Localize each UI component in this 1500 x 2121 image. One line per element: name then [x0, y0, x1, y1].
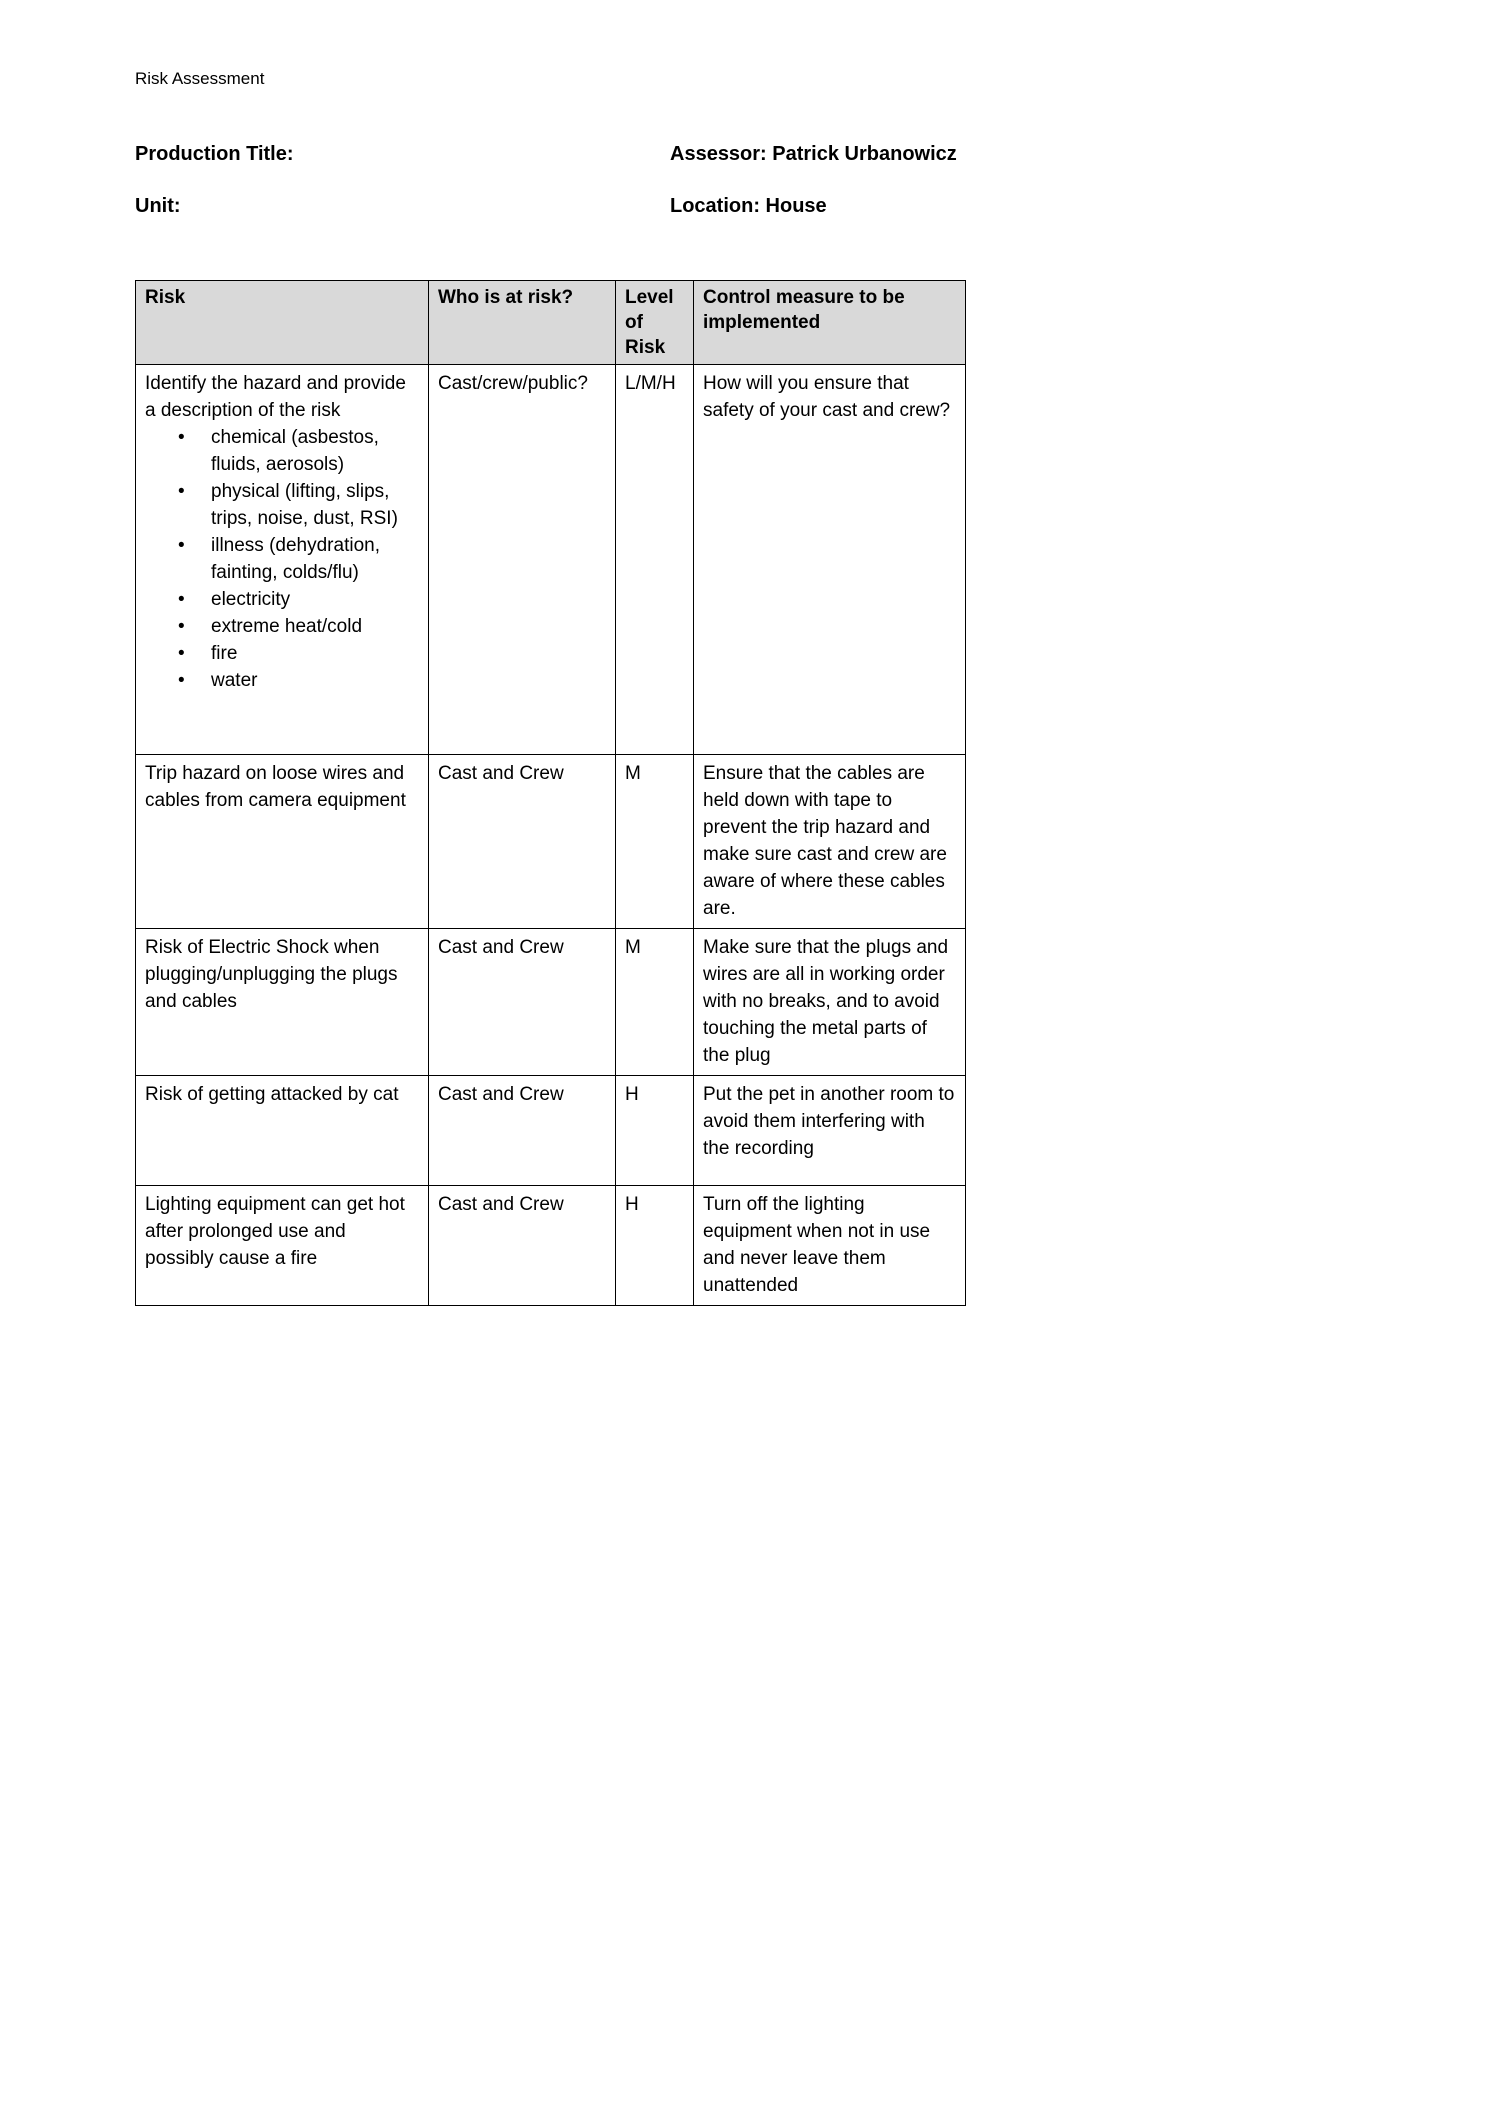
- control-cell: Ensure that the cables are held down with tape to prevent the trip hazard and make sure cast and crew are aware of where these cables are.: [694, 755, 966, 929]
- control-cell: Put the pet in another room to avoid them interfering with the recording: [694, 1076, 966, 1186]
- bullet-item: • water: [145, 667, 419, 694]
- who-cell: Cast and Crew: [429, 929, 616, 1076]
- who-cell: Cast and Crew: [429, 1186, 616, 1306]
- risk-cell: [136, 365, 429, 755]
- level-cell: M: [616, 755, 694, 929]
- table-row: [136, 929, 966, 1076]
- header-risk: Risk: [136, 281, 429, 365]
- who-cell: Cast and Crew: [429, 1076, 616, 1186]
- risk-bullet-list: [145, 424, 419, 694]
- level-cell: M: [616, 929, 694, 1076]
- table-row: [136, 755, 966, 929]
- risk-cell: Trip hazard on loose wires and cables from camera equipment: [136, 755, 429, 929]
- level-cell: L/M/H: [616, 365, 694, 755]
- bullet-item: • illness (dehydration, fainting, colds/flu): [145, 532, 419, 586]
- control-cell: Turn off the lighting equipment when not in use and never leave them unattended: [694, 1186, 966, 1306]
- control-cell: Make sure that the plugs and wires are all in working order with no breaks, and to avoid touching the metal parts of the plug: [694, 929, 966, 1076]
- bullet-item: • electricity: [145, 586, 419, 613]
- risk-intro-text: Identify the hazard and provide a description of the risk: [145, 373, 406, 421]
- unit-label: Unit:: [135, 195, 181, 217]
- table-row: [136, 1076, 966, 1186]
- risk-cell: Lighting equipment can get hot after prolonged use and possibly cause a fire: [136, 1186, 429, 1306]
- bullet-item: • extreme heat/cold: [145, 613, 419, 640]
- who-cell: Cast/crew/public?: [429, 365, 616, 755]
- risk-cell: Risk of Electric Shock when plugging/unplugging the plugs and cables: [136, 929, 429, 1076]
- location-label: Location: House: [670, 195, 827, 217]
- meta-row-2: [135, 192, 1365, 220]
- bullet-item: • chemical (asbestos, fluids, aerosols): [145, 424, 419, 478]
- bullet-item: • fire: [145, 640, 419, 667]
- header-who: Who is at risk?: [429, 281, 616, 365]
- risk-cell: Risk of getting attacked by cat: [136, 1076, 429, 1186]
- header-control: Control measure to be implemented: [694, 281, 966, 365]
- document-meta: [135, 140, 1365, 220]
- bullet-item: • physical (lifting, slips, trips, noise, dust, RSI): [145, 478, 419, 532]
- meta-row-1: [135, 140, 1365, 168]
- level-cell: H: [616, 1186, 694, 1306]
- table-header-row: [136, 281, 966, 365]
- risk-assessment-table: [135, 280, 966, 1306]
- table-row: [136, 365, 966, 755]
- production-title-label: Production Title:: [135, 143, 294, 165]
- table-row: [136, 1186, 966, 1306]
- level-cell: H: [616, 1076, 694, 1186]
- header-level: Level of Risk: [616, 281, 694, 365]
- assessor-label: Assessor: Patrick Urbanowicz: [670, 143, 957, 165]
- control-cell: How will you ensure that safety of your cast and crew?: [694, 365, 966, 755]
- document-header-title: Risk Assessment: [135, 69, 265, 88]
- who-cell: Cast and Crew: [429, 755, 616, 929]
